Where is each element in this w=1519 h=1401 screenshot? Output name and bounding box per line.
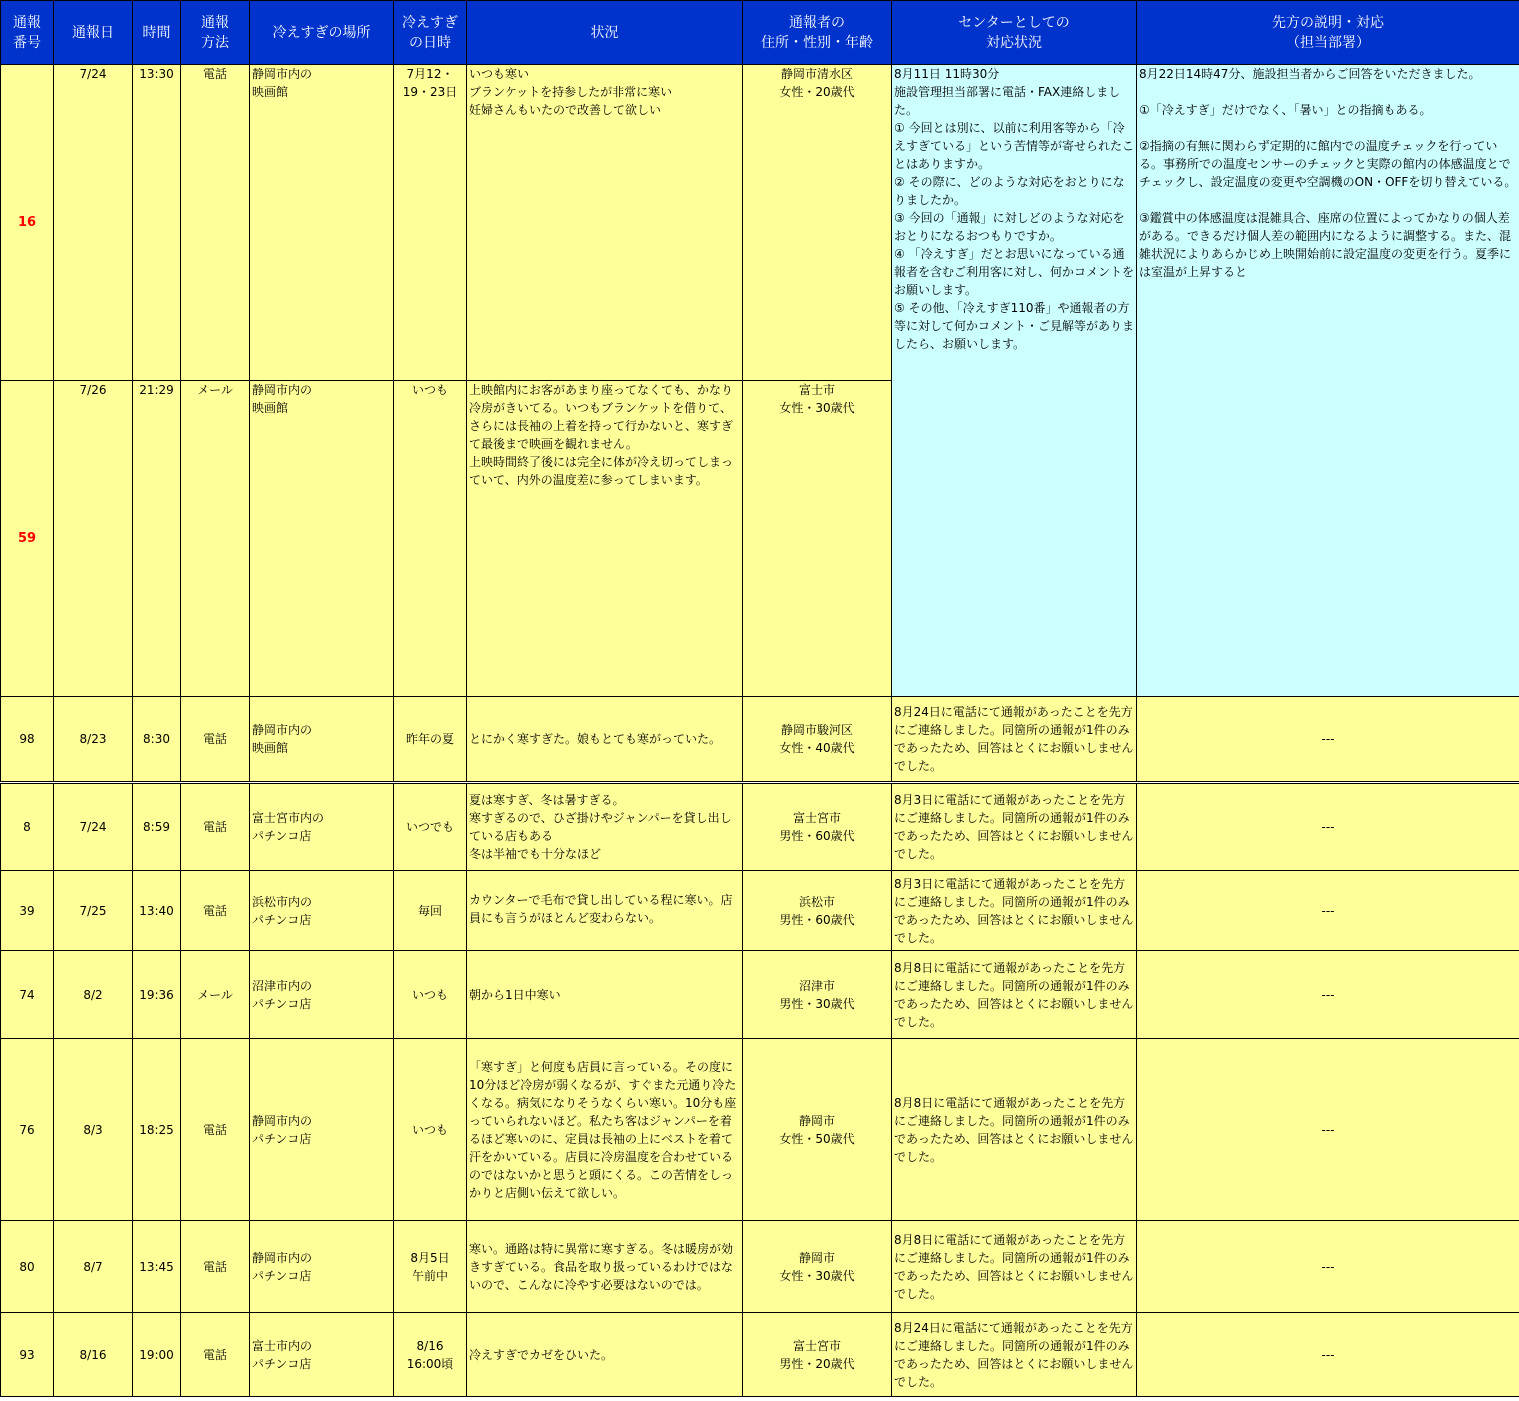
report-number: 93 — [1, 1313, 54, 1397]
table-row — [1, 1039, 1519, 1221]
report-reporter: 静岡市清水区 女性・20歳代 — [743, 65, 892, 381]
report-when: 昨年の夏 — [394, 697, 467, 783]
report-when: 毎回 — [394, 871, 467, 951]
report-situation: カウンターで毛布で貸し出している程に寒い。店員にも言うがほとんど変わらない。 — [467, 871, 743, 951]
report-place: 静岡市内の パチンコ店 — [250, 1039, 394, 1221]
center-response-merged: 8月11日 11時30分 施設管理担当部署に電話・FAX連絡しました。 ① 今回とは別に、以前に利用客等から「冷えすぎている」という苦情等が寄せられたことはありますか。 ② その際に、どのような対応をおとりになりましたか。 ③ 今回の「通報」に対しどのような対応をおとりになるおつもりですか。 ④ 「冷えすぎ」だとお思いになっている通報者を含むご利用客に対し、何かコメントをお願いします。 ⑤ その他、「冷えすぎ110番」や通報者の方等に対して何かコメント・ご見解等がありましたら、お願いします。 — [892, 65, 1137, 697]
header-when: 冷えすぎ の日時 — [394, 1, 467, 65]
report-place: 静岡市内の 映画館 — [250, 65, 394, 381]
report-reporter: 富士宮市 男性・20歳代 — [743, 1313, 892, 1397]
report-place: 沼津市内の パチンコ店 — [250, 951, 394, 1039]
report-number: 16 — [1, 65, 54, 381]
report-place: 浜松市内の パチンコ店 — [250, 871, 394, 951]
report-situation: 「寒すぎ」と何度も店員に言っている。その度に10分ほど冷房が弱くなるが、すぐまた元通り冷たくなる。病気になりそうなくらい寒い。10分も座っていられないほど。私たち客はジャンパーを着るほど寒いのに、定員は長袖の上にベストを着て汗をかいている。店員に冷房温度を合わせているのではないかと思うと頭にくる。この苦情をしっかりと店側い伝えて欲しい。 — [467, 1039, 743, 1221]
report-number: 59 — [1, 381, 54, 697]
report-when: 8/16 16:00頃 — [394, 1313, 467, 1397]
report-place: 静岡市内の 映画館 — [250, 381, 394, 697]
report-date: 7/24 — [54, 65, 133, 381]
center-response: 8月8日に電話にて通報があったことを先方にご連絡しました。同箇所の通報が1件のみであったため、回答はとくにお願いしませんでした。 — [892, 1039, 1137, 1221]
center-response: 8月24日に電話にて通報があったことを先方にご連絡しました。同箇所の通報が1件のみであったため、回答はとくにお願いしませんでした。 — [892, 1313, 1137, 1397]
report-date: 8/23 — [54, 697, 133, 783]
report-method: メール — [181, 381, 250, 697]
report-time: 21:29 — [133, 381, 181, 697]
table-row — [1, 951, 1519, 1039]
report-number: 98 — [1, 697, 54, 783]
counterpart-response: --- — [1137, 1313, 1519, 1397]
center-response: 8月24日に電話にて通報があったことを先方にご連絡しました。同箇所の通報が1件のみであったため、回答はとくにお願いしませんでした。 — [892, 697, 1137, 783]
report-method: 電話 — [181, 1313, 250, 1397]
report-when: いつでも — [394, 783, 467, 871]
header-counterpart-response: 先方の説明・対応 （担当部署） — [1137, 1, 1519, 65]
report-method: 電話 — [181, 65, 250, 381]
counterpart-response-merged: 8月22日14時47分、施設担当者からご回答をいただきました。 ①「冷えすぎ」だけでなく、「暑い」との指摘もある。 ②指摘の有無に関わらず定期的に館内での温度チェックを行っている。事務所での温度センサーのチェックと実際の館内の体感温度とでチェックし、設定温度の変更や空調機のON・OFFを切り替えている。 ③鑑賞中の体感温度は混雑具合、座席の位置によってかなりの個人差がある。できるだけ個人差の範囲内になるように調整する。また、混雑状況によりあらかじめ上映開始前に設定温度の変更を行う。夏季には室温が上昇すると — [1137, 65, 1519, 697]
report-number: 8 — [1, 783, 54, 871]
header-reporter: 通報者の 住所・性別・年齢 — [743, 1, 892, 65]
report-date: 8/2 — [54, 951, 133, 1039]
report-number: 76 — [1, 1039, 54, 1221]
report-place: 富士宮市内の パチンコ店 — [250, 783, 394, 871]
report-situation: とにかく寒すぎた。娘もとても寒がっていた。 — [467, 697, 743, 783]
counterpart-response: --- — [1137, 951, 1519, 1039]
report-date: 7/24 — [54, 783, 133, 871]
report-when: いつも — [394, 381, 467, 697]
report-time: 13:45 — [133, 1221, 181, 1313]
report-time: 13:40 — [133, 871, 181, 951]
counterpart-response: --- — [1137, 1039, 1519, 1221]
center-response: 8月3日に電話にて通報があったことを先方にご連絡しました。同箇所の通報が1件のみであったため、回答はとくにお願いしませんでした。 — [892, 783, 1137, 871]
report-number: 80 — [1, 1221, 54, 1313]
report-time: 8:30 — [133, 697, 181, 783]
header-center-response: センターとしての 対応状況 — [892, 1, 1137, 65]
report-reporter: 富士市 女性・30歳代 — [743, 381, 892, 697]
report-situation: 寒い。通路は特に異常に寒すぎる。冬は暖房が効きすぎている。食品を取り扱っているわけではないので、こんなに冷やす必要はないのでは。 — [467, 1221, 743, 1313]
report-place: 静岡市内の 映画館 — [250, 697, 394, 783]
table-row — [1, 871, 1519, 951]
report-reporter: 富士宮市 男性・60歳代 — [743, 783, 892, 871]
report-date: 8/7 — [54, 1221, 133, 1313]
report-date: 7/26 — [54, 381, 133, 697]
table-row — [1, 1221, 1519, 1313]
report-reporter: 静岡市 女性・30歳代 — [743, 1221, 892, 1313]
header-number: 通報 番号 — [1, 1, 54, 65]
report-number: 74 — [1, 951, 54, 1039]
table-row — [1, 783, 1519, 871]
report-situation: いつも寒い ブランケットを持参したが非常に寒い 妊婦さんもいたので改善して欲しい — [467, 65, 743, 381]
header-time: 時間 — [133, 1, 181, 65]
counterpart-response: --- — [1137, 697, 1519, 783]
header-method: 通報 方法 — [181, 1, 250, 65]
report-date: 8/3 — [54, 1039, 133, 1221]
report-when: 8月5日 午前中 — [394, 1221, 467, 1313]
table-row — [1, 1313, 1519, 1397]
center-response: 8月8日に電話にて通報があったことを先方にご連絡しました。同箇所の通報が1件のみであったため、回答はとくにお願いしませんでした。 — [892, 951, 1137, 1039]
report-reporter: 浜松市 男性・60歳代 — [743, 871, 892, 951]
report-method: 電話 — [181, 783, 250, 871]
report-time: 19:36 — [133, 951, 181, 1039]
center-response: 8月3日に電話にて通報があったことを先方にご連絡しました。同箇所の通報が1件のみであったため、回答はとくにお願いしませんでした。 — [892, 871, 1137, 951]
report-place: 静岡市内の パチンコ店 — [250, 1221, 394, 1313]
report-reporter: 沼津市 男性・30歳代 — [743, 951, 892, 1039]
counterpart-response: --- — [1137, 871, 1519, 951]
counterpart-response: --- — [1137, 783, 1519, 871]
report-time: 13:30 — [133, 65, 181, 381]
counterpart-response: --- — [1137, 1221, 1519, 1313]
report-when: いつも — [394, 1039, 467, 1221]
header-row — [1, 1, 1519, 65]
header-date: 通報日 — [54, 1, 133, 65]
report-situation: 上映館内にお客があまり座ってなくても、かなり冷房がきいてる。いつもブランケットを借りて、さらには長袖の上着を持って行かないと、寒すぎて最後まで映画を観れません。 上映時間終了後には完全に体が冷え切ってしまっていて、内外の温度差に参ってしまいます。 — [467, 381, 743, 697]
center-response: 8月8日に電話にて通報があったことを先方にご連絡しました。同箇所の通報が1件のみであったため、回答はとくにお願いしませんでした。 — [892, 1221, 1137, 1313]
report-method: 電話 — [181, 871, 250, 951]
report-method: 電話 — [181, 1221, 250, 1313]
report-number: 39 — [1, 871, 54, 951]
report-method: 電話 — [181, 697, 250, 783]
table-row — [1, 65, 1519, 381]
report-time: 8:59 — [133, 783, 181, 871]
report-place: 富士市内の パチンコ店 — [250, 1313, 394, 1397]
report-reporter: 静岡市 女性・50歳代 — [743, 1039, 892, 1221]
header-situation: 状況 — [467, 1, 743, 65]
report-date: 7/25 — [54, 871, 133, 951]
report-method: メール — [181, 951, 250, 1039]
report-when: 7月12・ 19・23日 — [394, 65, 467, 381]
report-situation: 冷えすぎでカゼをひいた。 — [467, 1313, 743, 1397]
report-time: 18:25 — [133, 1039, 181, 1221]
report-situation: 夏は寒すぎ、冬は暑すぎる。 寒すぎるので、ひざ掛けやジャンパーを貸し出している店もある 冬は半袖でも十分なほど — [467, 783, 743, 871]
report-date: 8/16 — [54, 1313, 133, 1397]
report-method: 電話 — [181, 1039, 250, 1221]
report-when: いつも — [394, 951, 467, 1039]
table-row — [1, 697, 1519, 783]
report-situation: 朝から1日中寒い — [467, 951, 743, 1039]
report-reporter: 静岡市駿河区 女性・40歳代 — [743, 697, 892, 783]
report-time: 19:00 — [133, 1313, 181, 1397]
header-place: 冷えすぎの場所 — [250, 1, 394, 65]
